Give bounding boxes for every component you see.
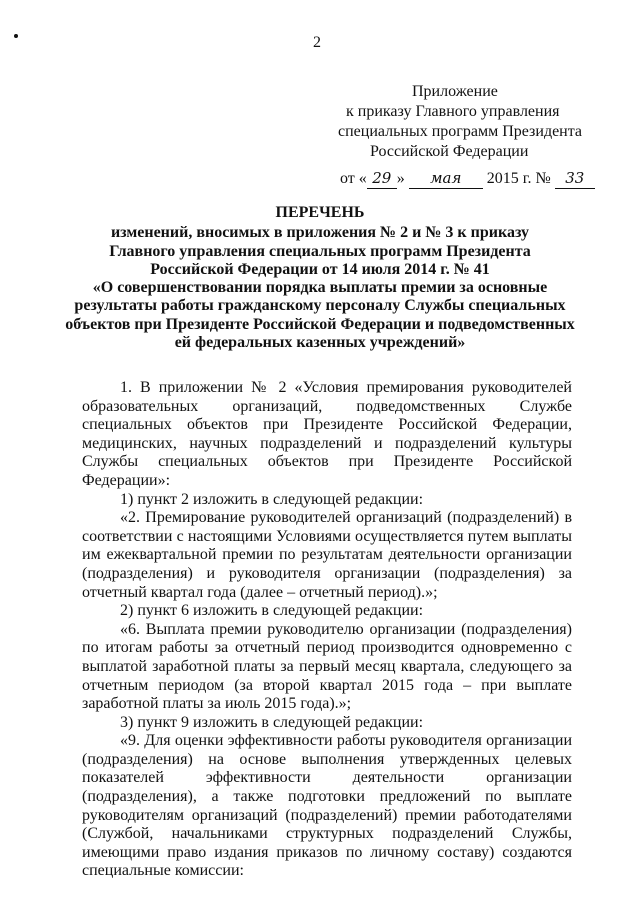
handwritten-order-number: 33 — [555, 168, 595, 189]
title-line: результаты работы гражданскому персоналу Службы специальных — [74, 297, 566, 315]
title-line: Главного управления специальных программ Президента — [109, 242, 531, 260]
title-line: объектов при Президенте Российской Федерации и подведомственных — [65, 315, 575, 333]
title-line: Российской Федерации от 14 июля 2014 г. № 41 — [150, 260, 490, 278]
body-paragraph: 1) пункт 2 изложить в следующей редакции: — [120, 490, 424, 508]
appendix-label: Приложение — [412, 83, 498, 100]
body-paragraph: 2) пункт 6 изложить в следующей редакции: — [120, 602, 424, 620]
title-line: изменений, вносимых в приложения № 2 и № 3 к приказу — [110, 224, 530, 242]
body-paragraph: «2. Премирование руководителей организаций (подразделений) в соответствии с настоящими Условиями осуществляется путем выплаты им ежеквартальной премии по результатам деятельности организации (подразделения) и руководителя организации (подразделения) за отчетный квартал года (далее – отчетный период).»; — [82, 509, 572, 601]
title-line: «О совершенствовании порядка выплаты премии за основные — [92, 279, 548, 297]
title-line: ей федеральных казенных учреждений» — [174, 334, 466, 352]
appendix-header — [330, 82, 590, 189]
document-title — [60, 204, 580, 352]
date-mid: » — [396, 170, 405, 187]
date-prefix: от « — [340, 170, 367, 187]
appendix-date-line — [330, 168, 590, 189]
document-body — [82, 379, 572, 881]
body-paragraph: «6. Выплата премии руководителю организации (подразделения) по итогам работы за отчетный период производится одновременно с выплатой заработной платы за первый месяц квартала, следующего за отчетным периодом (за второй квартал 2015 года – при выплате заработной платы за июль 2015 года).»; — [82, 620, 572, 713]
appendix-line-3: специальных программ Президента — [338, 123, 583, 140]
appendix-line-2: к приказу Главного управления — [346, 103, 560, 120]
body-paragraph: 3) пункт 9 изложить в следующей редакции: — [120, 713, 424, 731]
title-heading: ПЕРЕЧЕНЬ — [275, 204, 365, 221]
handwritten-month: мая — [409, 168, 483, 189]
body-paragraph: 1. В приложении № 2 «Условия премирования руководителей образовательных организаций, подведомственных Службе специальных объектов при Президенте Российской Федерации, медицинских, научных подразделений и подразделений культуры Службы специальных объектов при Президенте Российской Федерации»: — [82, 379, 572, 489]
handwritten-day: 29 — [367, 168, 397, 189]
page-number: 2 — [313, 34, 321, 51]
scan-speck — [14, 34, 18, 38]
date-year: 2015 г. № — [486, 170, 551, 187]
appendix-line-4: Российской Федерации — [370, 143, 529, 160]
body-paragraph: «9. Для оценки эффективности работы руководителя организации (подразделения) на основе выполнения утвержденных целевых показателей эффективности деятельности организации (подразделения), а также подготовки предложений по выплате руководителям организаций (подразделений) премии работодателями (Службой, начальниками структурных подразделений Службы, имеющими право издания приказов по личному составу) создаются специальные комиссии: — [82, 732, 572, 880]
